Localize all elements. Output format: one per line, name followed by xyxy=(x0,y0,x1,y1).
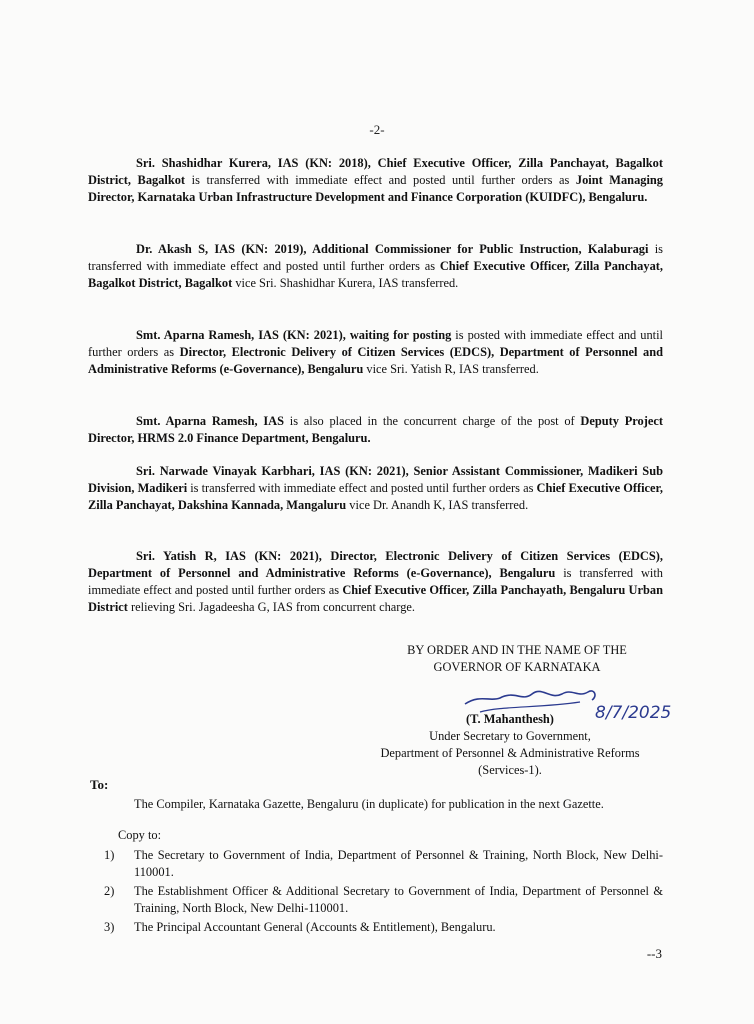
order-text: is transferred with immediate effect and posted until further orders as xyxy=(185,173,576,187)
list-item xyxy=(96,847,663,881)
page-number: -2- xyxy=(369,122,385,137)
handwritten-date: 8/7/2025 xyxy=(595,703,672,723)
posting: Chief Executive Officer, Zilla Panchayat, Dakshina Kannada, Mangaluru xyxy=(88,481,664,512)
signatory-section: (Services-1). xyxy=(478,763,542,777)
signatory-name: (T. Mahanthesh) xyxy=(466,712,554,726)
signatory-department: Department of Personnel & Administrative Reforms xyxy=(380,746,640,760)
officer-name: Sri. Yatish R, IAS (KN: 2021), Director, Electronic Delivery of Citizen Services (EDCS), Department of Personnel and Administrative Reforms (e-Governance), Bengaluru xyxy=(88,549,663,580)
order-paragraph-5 xyxy=(88,463,663,514)
order-text-end: vice Sri. Yatish R, IAS transferred. xyxy=(363,362,539,376)
order-text-end: relieving Sri. Jagadeesha G, IAS from concurrent charge. xyxy=(127,600,415,614)
posting: Deputy Project Director, HRMS 2.0 Finance Department, Bengaluru. xyxy=(88,414,663,445)
order-text: is transferred with immediate effect and posted until further orders as xyxy=(187,481,537,495)
list-item xyxy=(96,883,663,917)
order-text: is posted with immediate effect and until further orders as xyxy=(88,328,663,359)
list-item xyxy=(96,919,663,936)
order-paragraph-2 xyxy=(88,241,663,292)
order-text-end: vice Sri. Shashidhar Kurera, IAS transferred. xyxy=(232,276,459,290)
posting: Chief Executive Officer, Zilla Panchayath, Bengaluru Urban District xyxy=(88,583,663,614)
list-number: 3) xyxy=(104,920,115,934)
order-text: is also placed in the concurrent charge of the post of xyxy=(284,414,581,428)
copy-list xyxy=(96,847,663,936)
posting: Director, Electronic Delivery of Citizen Services (EDCS), Department of Personnel and Administrative Reforms (e-Governance), Bengaluru xyxy=(88,345,663,376)
to-label: To: xyxy=(90,777,109,792)
order-paragraph-4 xyxy=(88,413,663,447)
order-paragraph-3 xyxy=(88,327,663,378)
list-number: 1) xyxy=(104,848,115,862)
officer-name: Smt. Aparna Ramesh, IAS (KN: 2021), waiting for posting xyxy=(136,328,452,342)
officer-name: Sri. Shashidhar Kurera, IAS (KN: 2018), Chief Executive Officer, Zilla Panchayat, Bagalkot District, Bagalkot xyxy=(88,156,663,187)
order-line-2: GOVERNOR OF KARNATAKA xyxy=(433,660,601,674)
order-line-1: BY ORDER AND IN THE NAME OF THE xyxy=(407,643,627,657)
signatory-designation: Under Secretary to Government, xyxy=(429,729,591,743)
officer-name: Sri. Narwade Vinayak Karbhari, IAS (KN: 2021), Senior Assistant Commissioner, Madikeri Sub Division, Madikeri xyxy=(88,464,663,495)
list-text: The Secretary to Government of India, Department of Personnel & Training, North Block, New Delhi-110001. xyxy=(134,848,663,879)
order-text-end: vice Dr. Anandh K, IAS transferred. xyxy=(346,498,529,512)
copy-to-label: Copy to: xyxy=(118,828,162,842)
list-number: 2) xyxy=(104,884,115,898)
posting: Chief Executive Officer, Zilla Panchayat, Bagalkot District, Bagalkot xyxy=(88,259,663,290)
order-paragraph-6 xyxy=(88,548,663,616)
order-text: is transferred with immediate effect and posted until further orders as xyxy=(88,242,664,273)
officer-name: Smt. Aparna Ramesh, IAS xyxy=(136,414,285,428)
posting: Joint Managing Director, Karnataka Urban Infrastructure Development and Finance Corporation (KUIDFC), Bengaluru. xyxy=(88,173,663,204)
order-paragraph-1 xyxy=(88,155,663,206)
compiler-recipient: The Compiler, Karnataka Gazette, Bengaluru (in duplicate) for publication in the next Gazette. xyxy=(134,797,604,811)
list-text: The Establishment Officer & Additional Secretary to Government of India, Department of Personnel & Training, North Block, New Delhi-110001. xyxy=(134,884,663,915)
list-text: The Principal Accountant General (Accounts & Entitlement), Bengaluru. xyxy=(134,920,496,934)
continuation-marker: --3 xyxy=(646,946,662,961)
order-text: is transferred with immediate effect and posted until further orders as xyxy=(88,566,663,597)
officer-name: Dr. Akash S, IAS (KN: 2019), Additional Commissioner for Public Instruction, Kalaburagi xyxy=(136,242,649,256)
